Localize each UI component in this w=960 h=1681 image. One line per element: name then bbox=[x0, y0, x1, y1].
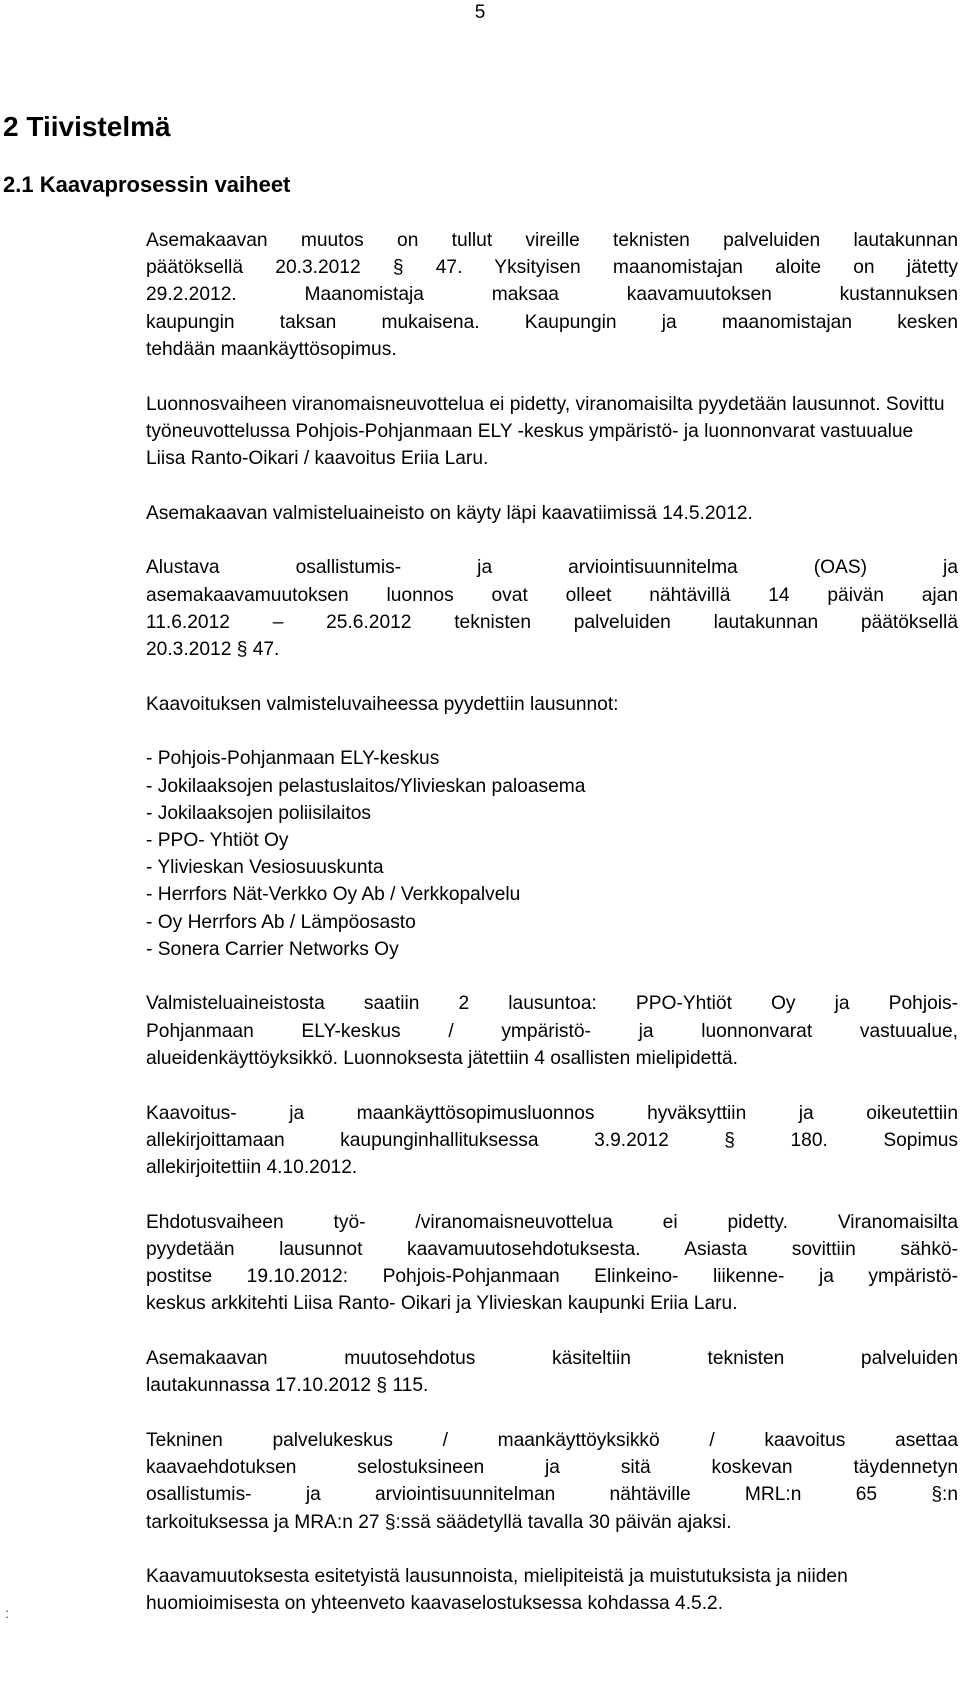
page-number: 5 bbox=[474, 2, 486, 23]
text-line: Alustava osallistumis- ja arviointisuunnitelma (OAS) ja bbox=[146, 557, 958, 579]
subsection-heading: 2.1 Kaavaprosessin vaiheet bbox=[3, 172, 291, 197]
text-line: asemakaavamuutoksen luonnos ovat olleet nähtävillä 14 päivän ajan bbox=[146, 584, 958, 606]
text-line: päätöksellä 20.3.2012 § 47. Yksityisen maanomistajan aloite on jätetty bbox=[146, 257, 958, 279]
text-line: Asemakaavan muutosehdotus käsiteltiin teknisten palveluiden bbox=[146, 1348, 958, 1369]
text-line: kaupungin taksan mukaisena. Kaupungin ja maanomistajan kesken bbox=[146, 311, 958, 333]
text-line: lautakunnassa 17.10.2012 § 115. bbox=[146, 1375, 429, 1397]
text-line: Pohjanmaan ELY-keskus / ympäristö- ja luonnonvarat vastuualue, bbox=[146, 1020, 958, 1042]
paragraph-summary-reference: Kaavamuutoksesta esitetyistä lausunnoista, mielipiteistä ja muistutuksista ja niiden huomioimisesta on yhteenveto kaavaselostuksessa kohdassa 4.5.2. bbox=[146, 1566, 848, 1615]
statements-intro: Kaavoituksen valmisteluvaiheessa pyydettiin lausunnot: bbox=[146, 693, 619, 715]
list-item: - Herrfors Nät-Verkko Oy Ab / Verkkopalvelu bbox=[146, 884, 521, 906]
text-line: tarkoituksessa ja MRA:n 27 §:ssä säädetyllä tavalla 30 päivän ajaksi. bbox=[146, 1511, 732, 1533]
paragraph-committee bbox=[146, 1345, 958, 1399]
list-item: - Jokilaaksojen poliisilaitos bbox=[146, 802, 372, 824]
paragraph-oas bbox=[146, 554, 958, 663]
list-item: - Jokilaaksojen pelastuslaitos/Ylivieskan paloasema bbox=[146, 775, 586, 797]
list-item: - Pohjois-Pohjanmaan ELY-keskus bbox=[146, 748, 440, 770]
list-item: - PPO- Yhtiöt Oy bbox=[146, 829, 289, 851]
text-line: Kaavoitus- ja maankäyttösopimusluonnos hyväksyttiin ja oikeutettiin bbox=[146, 1102, 958, 1124]
section-heading: 2 Tiivistelmä bbox=[3, 111, 171, 142]
paragraph-statements bbox=[146, 691, 958, 718]
text-line: tehdään maankäyttösopimus. bbox=[146, 338, 397, 360]
paragraph-initiation bbox=[146, 227, 958, 363]
paragraph-team-review: Asemakaavan valmisteluaineisto on käyty läpi kaavatiimissä 14.5.2012. bbox=[146, 502, 753, 524]
text-line: Tekninen palvelukeskus / maankäyttöyksikkö / kaavoitus asettaa bbox=[146, 1429, 958, 1451]
text-line: Asemakaavan muutos on tullut vireille teknisten palveluiden lautakunnan bbox=[146, 230, 958, 251]
text-line: osallistumis- ja arviointisuunnitelman nähtäville MRL:n 65 §:n bbox=[146, 1484, 958, 1506]
text-line: postitse 19.10.2012: Pohjois-Pohjanmaan Elinkeino- liikenne- ja ympäristö- bbox=[146, 1266, 958, 1288]
margin-mark: : bbox=[5, 1605, 9, 1621]
paragraph-proposal-phase bbox=[146, 1209, 958, 1318]
text-line: allekirjoitettiin 4.10.2012. bbox=[146, 1156, 358, 1178]
statements-list bbox=[146, 745, 958, 963]
paragraph-draft-phase: Luonnosvaiheen viranomaisneuvottelua ei pidetty, viranomaisilta pyydetään lausunnot. Sovittu työneuvottelussa Pohjois-Pohjanmaan ELY -keskus ympäristö- ja luonnonvarat vastuualue Liisa Ranto-Oikari / kaavoitus Eriia Laru. bbox=[146, 393, 945, 469]
text-line: 29.2.2012. Maanomistaja maksaa kaavamuutoksen kustannuksen bbox=[146, 284, 958, 306]
text-line: pyydetään lausunnot kaavamuutosehdotuksesta. Asiasta sovittiin sähkö- bbox=[146, 1238, 958, 1260]
text-line: 20.3.2012 § 47. bbox=[146, 638, 280, 660]
text-line: allekirjoittamaan kaupunginhallituksessa 3.9.2012 § 180. Sopimus bbox=[146, 1129, 958, 1151]
list-item: - Sonera Carrier Networks Oy bbox=[146, 938, 399, 960]
document-body bbox=[146, 227, 958, 1645]
paragraph-received-statements bbox=[146, 990, 958, 1072]
paragraph-public-display bbox=[146, 1427, 958, 1536]
text-line: Valmisteluaineistosta saatiin 2 lausuntoa: PPO-Yhtiöt Oy ja Pohjois- bbox=[146, 993, 958, 1015]
text-line: 11.6.2012 – 25.6.2012 teknisten palveluiden lautakunnan päätöksellä bbox=[146, 611, 958, 633]
text-line: Ehdotusvaiheen työ- /viranomaisneuvottelua ei pidetty. Viranomaisilta bbox=[146, 1211, 958, 1233]
list-item: - Ylivieskan Vesiosuuskunta bbox=[146, 857, 384, 879]
text-line: alueidenkäyttöyksikkö. Luonnoksesta jätettiin 4 osallisten mielipidettä. bbox=[146, 1047, 738, 1069]
text-line: kaavaehdotuksen selostuksineen ja sitä koskevan täydennetyn bbox=[146, 1457, 958, 1479]
text-line: keskus arkkitehti Liisa Ranto- Oikari ja Ylivieskan kaupunki Eriia Laru. bbox=[146, 1293, 738, 1315]
paragraph-land-use-agreement bbox=[146, 1100, 958, 1182]
list-item: - Oy Herrfors Ab / Lämpöosasto bbox=[146, 911, 416, 933]
